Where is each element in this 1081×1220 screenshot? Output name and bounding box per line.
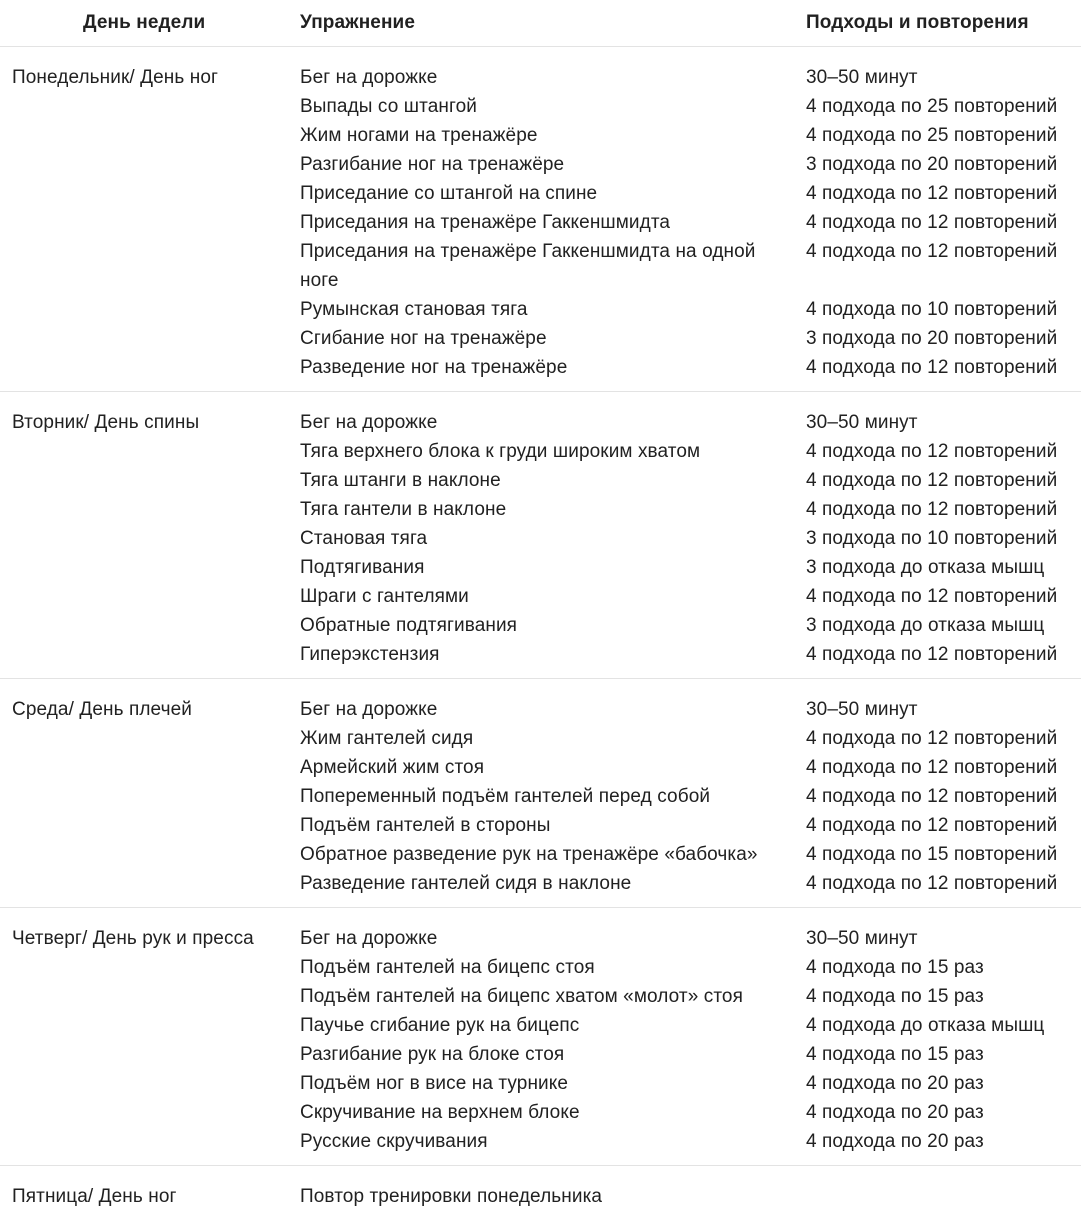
day-label bbox=[0, 679, 288, 908]
exercise-name: Подъём ног в висе на турнике bbox=[300, 1069, 794, 1098]
sets-reps: 4 подхода по 12 повторений bbox=[806, 466, 1081, 495]
exercise-name: Обратное разведение рук на тренажёре «бабочка» bbox=[300, 840, 794, 869]
sets-reps: 4 подхода по 25 повторений bbox=[806, 92, 1081, 121]
sets-reps: 4 подхода по 12 повторений bbox=[806, 237, 1081, 295]
sets-list bbox=[794, 392, 1081, 679]
exercise-name: Подъём гантелей на бицепс хватом «молот» стоя bbox=[300, 982, 794, 1011]
day-label-text: Вторник/ День спины bbox=[12, 408, 288, 437]
sets-reps: 3 подхода до отказа мышц bbox=[806, 553, 1081, 582]
exercise-name: Повтор тренировки понедельника bbox=[300, 1182, 794, 1211]
day-label-text: Четверг/ День рук и пресса bbox=[12, 924, 288, 953]
table-body bbox=[0, 47, 1081, 1220]
sets-list bbox=[794, 47, 1081, 392]
exercise-name: Приседания на тренажёре Гаккеншмидта на одной ноге bbox=[300, 237, 794, 295]
exercise-name: Подъём гантелей на бицепс стоя bbox=[300, 953, 794, 982]
sets-reps: 4 подхода по 20 раз bbox=[806, 1069, 1081, 1098]
header-row bbox=[0, 0, 1081, 47]
exercise-name: Приседание со штангой на спине bbox=[300, 179, 794, 208]
sets-reps: 4 подхода по 12 повторений bbox=[806, 353, 1081, 382]
sets-reps: 4 подхода по 12 повторений bbox=[806, 495, 1081, 524]
sets-reps: 4 подхода по 20 раз bbox=[806, 1127, 1081, 1156]
sets-reps: 3 подхода до отказа мышц bbox=[806, 611, 1081, 640]
exercise-name: Разгибание ног на тренажёре bbox=[300, 150, 794, 179]
exercise-name: Сгибание ног на тренажёре bbox=[300, 324, 794, 353]
exercise-name: Бег на дорожке bbox=[300, 695, 794, 724]
sets-reps: 4 подхода по 25 повторений bbox=[806, 121, 1081, 150]
exercise-name: Выпады со штангой bbox=[300, 92, 794, 121]
sets-reps: 4 подхода по 12 повторений bbox=[806, 179, 1081, 208]
sets-reps: 4 подхода по 12 повторений bbox=[806, 640, 1081, 669]
day-label bbox=[0, 392, 288, 679]
sets-reps: 4 подхода по 10 повторений bbox=[806, 295, 1081, 324]
exercise-name: Тяга верхнего блока к груди широким хватом bbox=[300, 437, 794, 466]
exercise-name: Подтягивания bbox=[300, 553, 794, 582]
sets-reps: 30–50 минут bbox=[806, 63, 1081, 92]
sets-reps: 30–50 минут bbox=[806, 695, 1081, 724]
day-label-text: Понедельник/ День ног bbox=[12, 63, 288, 92]
exercise-name: Жим ногами на тренажёре bbox=[300, 121, 794, 150]
exercise-name: Тяга гантели в наклоне bbox=[300, 495, 794, 524]
exercise-name: Гиперэкстензия bbox=[300, 640, 794, 669]
exercise-name: Обратные подтягивания bbox=[300, 611, 794, 640]
sets-reps: 4 подхода по 20 раз bbox=[806, 1098, 1081, 1127]
sets-reps: 4 подхода по 12 повторений bbox=[806, 724, 1081, 753]
exercise-name: Армейский жим стоя bbox=[300, 753, 794, 782]
exercise-name: Жим гантелей сидя bbox=[300, 724, 794, 753]
exercise-name: Попеременный подъём гантелей перед собой bbox=[300, 782, 794, 811]
exercise-list bbox=[288, 392, 794, 679]
exercise-name: Бег на дорожке bbox=[300, 408, 794, 437]
sets-reps: 4 подхода по 12 повторений bbox=[806, 208, 1081, 237]
sets-reps: 3 подхода по 20 повторений bbox=[806, 324, 1081, 353]
day-label bbox=[0, 908, 288, 1166]
day-label-text: Среда/ День плечей bbox=[12, 695, 288, 724]
exercise-list bbox=[288, 908, 794, 1166]
sets-list bbox=[794, 1166, 1081, 1220]
exercise-name: Скручивание на верхнем блоке bbox=[300, 1098, 794, 1127]
exercise-name: Шраги с гантелями bbox=[300, 582, 794, 611]
sets-reps: 4 подхода по 15 раз bbox=[806, 1040, 1081, 1069]
exercise-list bbox=[288, 47, 794, 392]
exercise-name: Паучье сгибание рук на бицепс bbox=[300, 1011, 794, 1040]
sets-reps: 4 подхода по 12 повторений bbox=[806, 582, 1081, 611]
sets-reps: 4 подхода по 12 повторений bbox=[806, 437, 1081, 466]
exercise-name: Тяга штанги в наклоне bbox=[300, 466, 794, 495]
day-label-text: Пятница/ День ног bbox=[12, 1182, 288, 1211]
sets-reps: 4 подхода до отказа мышц bbox=[806, 1011, 1081, 1040]
sets-reps: 4 подхода по 12 повторений bbox=[806, 869, 1081, 898]
day-label bbox=[0, 47, 288, 392]
exercise-name: Разгибание рук на блоке стоя bbox=[300, 1040, 794, 1069]
exercise-name: Разведение гантелей сидя в наклоне bbox=[300, 869, 794, 898]
exercise-name: Подъём гантелей в стороны bbox=[300, 811, 794, 840]
sets-reps: 4 подхода по 15 раз bbox=[806, 953, 1081, 982]
sets-reps: 4 подхода по 12 повторений bbox=[806, 782, 1081, 811]
sets-list bbox=[794, 679, 1081, 908]
exercise-name: Бег на дорожке bbox=[300, 63, 794, 92]
day-label bbox=[0, 1166, 288, 1220]
sets-reps: 3 подхода по 20 повторений bbox=[806, 150, 1081, 179]
sets-reps: 4 подхода по 15 раз bbox=[806, 982, 1081, 1011]
exercise-name: Разведение ног на тренажёре bbox=[300, 353, 794, 382]
sets-reps: 4 подхода по 12 повторений bbox=[806, 753, 1081, 782]
exercise-name: Приседания на тренажёре Гаккеншмидта bbox=[300, 208, 794, 237]
exercise-list bbox=[288, 1166, 794, 1220]
exercise-name: Бег на дорожке bbox=[300, 924, 794, 953]
sets-list bbox=[794, 908, 1081, 1166]
day-row bbox=[0, 908, 1081, 1166]
sets-reps bbox=[806, 1182, 1081, 1211]
exercise-name: Румынская становая тяга bbox=[300, 295, 794, 324]
exercise-name: Русские скручивания bbox=[300, 1127, 794, 1156]
sets-reps: 4 подхода по 15 повторений bbox=[806, 840, 1081, 869]
sets-reps: 30–50 минут bbox=[806, 408, 1081, 437]
day-row bbox=[0, 392, 1081, 679]
sets-reps: 3 подхода по 10 повторений bbox=[806, 524, 1081, 553]
header-exercise: Упражнение bbox=[288, 0, 794, 47]
exercise-list bbox=[288, 679, 794, 908]
header-sets: Подходы и повторения bbox=[794, 0, 1081, 47]
day-row bbox=[0, 1166, 1081, 1220]
exercise-name: Становая тяга bbox=[300, 524, 794, 553]
sets-reps: 30–50 минут bbox=[806, 924, 1081, 953]
sets-reps: 4 подхода по 12 повторений bbox=[806, 811, 1081, 840]
day-row bbox=[0, 47, 1081, 392]
day-row bbox=[0, 679, 1081, 908]
table-header bbox=[0, 0, 1081, 47]
header-day: День недели bbox=[0, 0, 288, 47]
